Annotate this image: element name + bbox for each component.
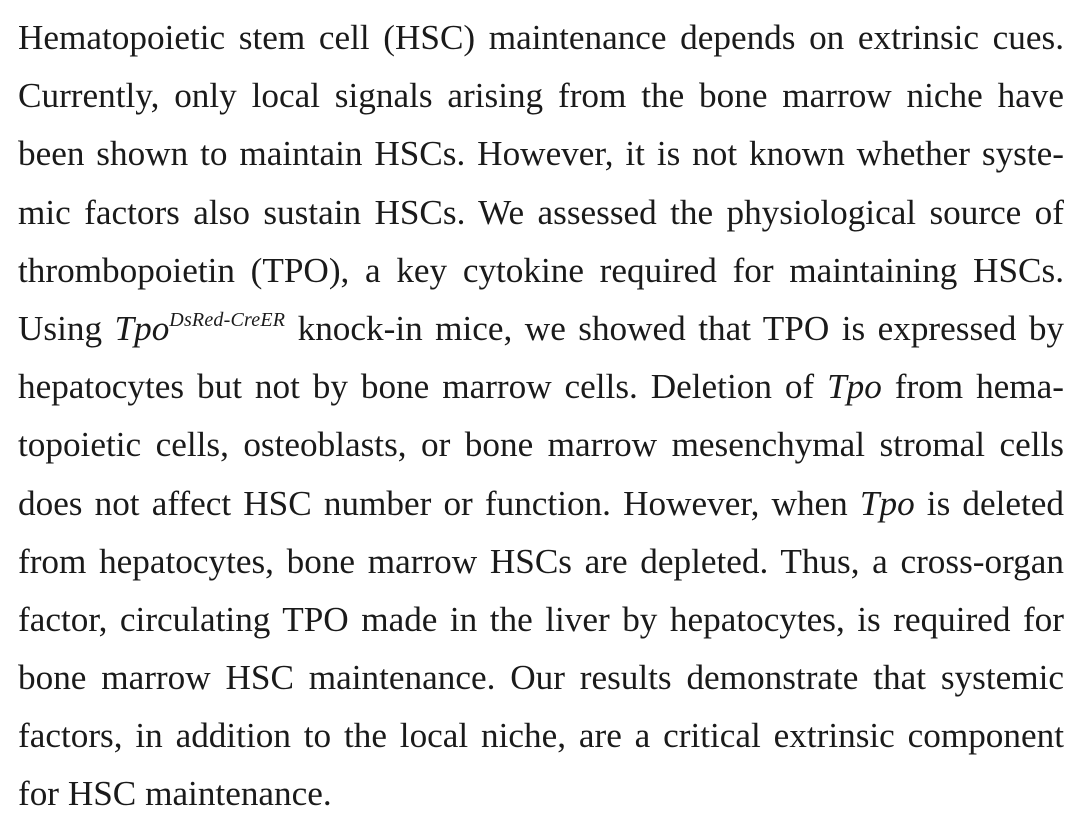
abstract-line: thrombopoietin (TPO), a key cytokine required for maintaining HSCs. bbox=[18, 250, 1064, 290]
abstract-line: Hematopoietic stem cell (HSC) maintenance depends on extrinsic cues. bbox=[18, 18, 1064, 57]
abstract-line: for HSC maintenance. bbox=[18, 774, 332, 814]
gene-name: Tpo bbox=[859, 483, 915, 523]
line-text: is deleted bbox=[914, 483, 1064, 523]
abstract-paragraph bbox=[18, 13, 1064, 828]
abstract-line: bone marrow HSC maintenance. Our results demonstrate that systemic bbox=[18, 658, 1064, 698]
abstract-line: been shown to maintain HSCs. However, it is not known whether syste- bbox=[18, 134, 1064, 174]
abstract-line bbox=[18, 479, 1064, 537]
line-text: from hema- bbox=[881, 367, 1064, 407]
abstract-line: from hepatocytes, bone marrow HSCs are depleted. Thus, a cross-organ bbox=[18, 541, 1064, 581]
line-text: hepatocytes but not by bone marrow cells. Deletion of bbox=[18, 367, 828, 407]
line-text: does not affect HSC number or function. However, when bbox=[18, 483, 860, 523]
abstract-line: mic factors also sustain HSCs. We assessed the physiological source of bbox=[18, 192, 1064, 232]
line-text: knock-in mice, we showed that TPO is expressed by bbox=[285, 308, 1065, 348]
abstract-line: topoietic cells, osteoblasts, or bone marrow mesenchymal stromal cells bbox=[18, 425, 1064, 465]
abstract-line bbox=[18, 304, 1064, 362]
abstract-line: Currently, only local signals arising from the bone marrow niche have bbox=[18, 76, 1064, 116]
abstract-line: factor, circulating TPO made in the liver by hepatocytes, is required for bbox=[18, 599, 1064, 639]
gene-name: Tpo bbox=[114, 308, 170, 348]
abstract-line: factors, in addition to the local niche, are a critical extrinsic component bbox=[18, 716, 1064, 756]
allele-superscript: DsRed-CreER bbox=[169, 308, 286, 331]
line-text: Using bbox=[18, 308, 115, 348]
abstract-line bbox=[18, 362, 1064, 420]
gene-name: Tpo bbox=[827, 367, 882, 407]
